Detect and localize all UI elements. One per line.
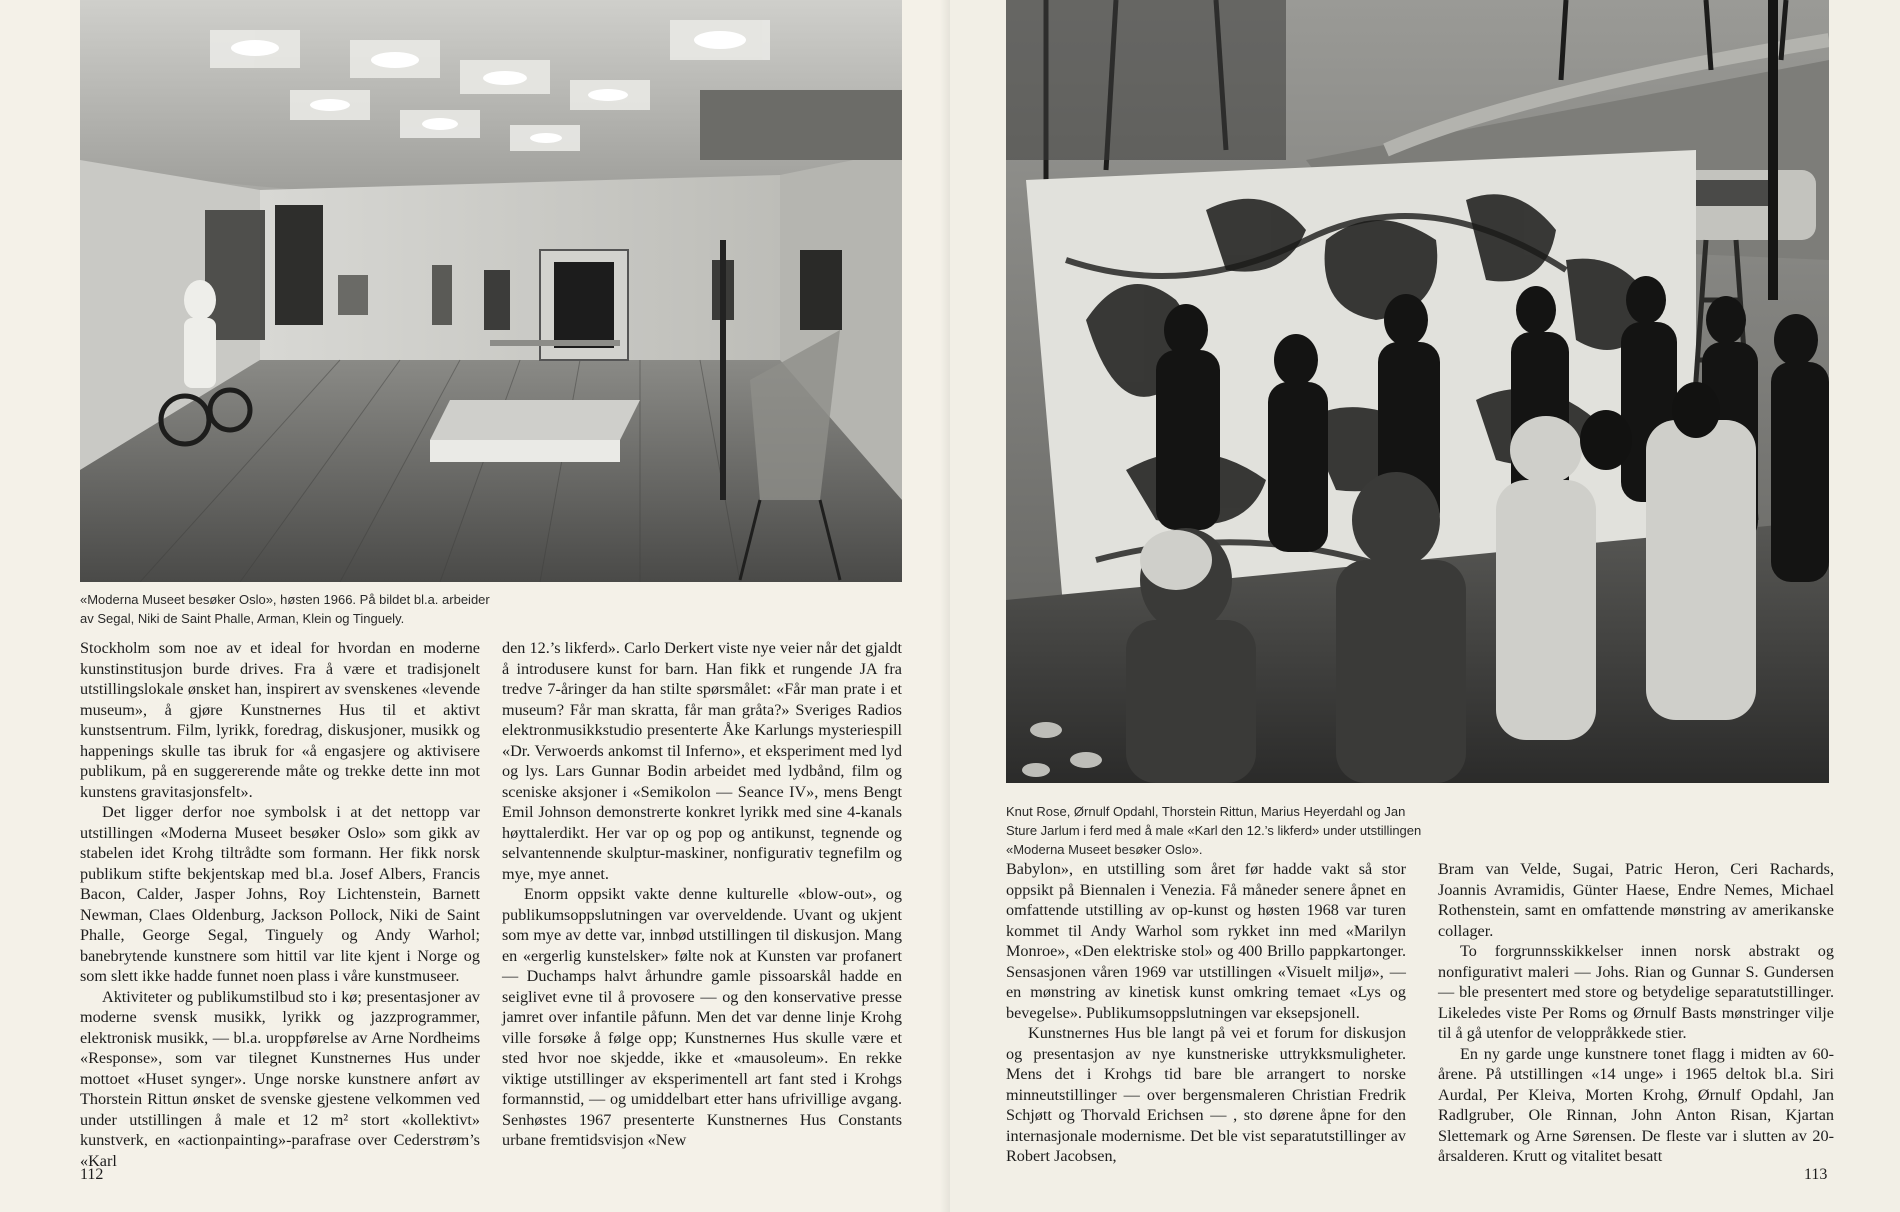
paragraph: den 12.’s likferd». Carlo Derkert viste nye veier når det gjaldt å introdusere kunst for barn. Han fikk et rungende JA fra tredve 7-åringer da han stilte spørsmålet: «Får man prate i et museum? Får man skratta, får man gråta?» Sveriges Radios elektronmusikkstudio presenterte Åke Karlungs mysteriespill «Dr. Verwoerds ankomst til Inferno», et eksperiment med lyd og lys. Lars Gunnar Bodin arbeidet med lydbånd, film og sceniske aksjoner i «Semikolon — Seance IV», mens Bengt Emil Johnson demonstrerte konkret lyrikk med sine 4-kanals høyttalerdikt. Her var op og pop og antikunst, tegnende og selvantennende skulptur-maskiner, nonfigurativ tegnefilm og mye, mye annet. [502, 639, 902, 883]
paragraph: Aktiviteter og publikumstilbud sto i kø; presentasjoner av moderne svensk musikk, lyrikk og jazzprogrammer, elektronisk musikk, — bl.a. uroppførelse av Arne Nordheims «Response», som var tilegnet Kunstnernes Hus under mottoet «Huset synger». Unge norske kunstnere anført av Thorstein Rittun ønsket de svenske gjestene velkommen ved under utstillingen å male et 12 m² stort «kollektivt» kunstverk, en «actionpainting»-parafrase over Cederstrøm’s «Karl [80, 987, 480, 1170]
paragraph: Enorm oppsikt vakte denne kulturelle «blow-out», og publikumsoppslutningen var overveldende. Uvant og ukjent som mye av dette var, innbød utstillingen til diskusjon. Mang en «ergerlig kunstelsker» følte nok at Kunsten var profanert — Duchamps halvt århundre gamle pissoarskål hadde en seiglivet evne til å provosere — og den konservative presse jamret over infantile påfunn. Men det var denne linje Krohg ville forsøke å følge opp; Kunstnernes Hus skulle være et sted hvor noe skjedde, ikke et «mausoleum». En rekke viktige utstillinger av eksperimentell art fant sted i Krohgs formannstid, — og umiddelbart etter hans ufrivillige avgang. Senhøstes 1967 presenterte Kunstnernes Hus Constants urbane fremtidsvisjon «New [502, 885, 902, 1149]
gallery-interior-photo [80, 0, 902, 582]
left-page-column-1 [80, 638, 480, 1171]
paragraph: To forgrunnsskikkelser innen norsk abstrakt og nonfigurativt maleri — Johs. Rian og Gunnar S. Gundersen — ble presentert med store og betydelige separatutstillinger. Likeledes viste Per Roms og Ørnulf Basts mønstringer vilje til å gå utenfor de veloppråkkede stier. [1438, 942, 1834, 1042]
page-number: 113 [1804, 1166, 1828, 1183]
outdoor-collective-painting-photo [1006, 0, 1829, 783]
paragraph: En ny garde unge kunstnere tonet flagg i midten av 60-årene. På utstillingen «14 unge» i 1965 deltok bl.a. Siri Aurdal, Per Kleiva, Morten Krohg, Ørnulf Opdahl, Jan Radlgruber, Ole Rinnan, John Anton Risan, Kjartan Slettemark og Arne Sørensen. De fleste var i slutten av 20-årsalderen. Krutt og vitalitet besatt [1438, 1044, 1834, 1165]
paragraph: Det ligger derfor noe symbolsk i at det nettopp var utstillingen «Moderna Museet besøker Oslo» som gikk av stabelen idet Krohg tiltrådte som formann. Her fikk norsk publikum stifte bekjentskap med bl.a. Josef Albers, Francis Bacon, Calder, Jasper Johns, Roy Lichtenstein, Barnett Newman, Claes Oldenburg, Jackson Pollock, Niki de Saint Phalle, George Segal, Tinguely og Andy Warhol; banebrytende kunstnere som hittil var lite kjent i Norge og som slett ikke hadde funnet noen plass i våre kunstmuseer. [80, 803, 480, 985]
paragraph: Bram van Velde, Sugai, Patric Heron, Ceri Rachards, Joannis Avramidis, Günter Haese, Endre Nemes, Michael Rothenstein, samt en omfattende mønstring av amerikanske collager. [1438, 860, 1834, 940]
right-page [950, 0, 1900, 1212]
right-page-column-2 [1438, 859, 1834, 1167]
paragraph: Stockholm som noe av et ideal for hvordan en moderne kunstinstitusjon burde drives. Fra å være et tradisjonelt utstillingslokale ønsket han, inspirert av svenskenes «levende museum», å gjøre Kunstnernes Hus til et aktivt kunstsentrum. Film, lyrikk, foredrag, diskusjoner, musikk og happenings skulle tas ibruk for «å engasjere og aktivisere publikum, på en suggererende måte og trekke dette inn mot kunstens gravitasjonsfelt». [80, 639, 480, 801]
left-page-column-2 [502, 638, 902, 1151]
paragraph: Kunstnernes Hus ble langt på vei et forum for diskusjon og presentasjon av nye kunstneriske uttrykksmuligheter. Mens det i Krohgs tid bare ble arrangert to norske minneutstillinger — over bergensmaleren Christian Fredrik Schjøtt og Thorvald Erichsen — , sto dørene åpne for den internasjonale modernisme. Det ble vist separatutstillinger av Robert Jacobsen, [1006, 1024, 1406, 1165]
page-number: 112 [80, 1166, 104, 1183]
paragraph: Babylon», en utstilling som året før hadde vakt så stor oppsikt på Biennalen i Venezia. Få måneder senere åpnet en omfattende utstilling av op-kunst og høsten 1968 var turen kommet til Andy Warhol som rykket inn med «Marilyn Monroe», «Den elektriske stol» og 400 Brillo pappkartonger. Sensasjonen våren 1969 var utstillingen «Visuelt miljø», — en mønstring av kinetisk kunst omkring temaet «Lys og bevegelse». Publikumsoppslutningen var eksepsjonell. [1006, 860, 1406, 1022]
painting-photo-caption: Knut Rose, Ørnulf Opdahl, Thorstein Rittun, Marius Heyerdahl og Jan Sture Jarlum i ferd med å male «Karl den 12.’s likferd» under utstillingen «Moderna Museet besøker Oslo». [1006, 804, 1422, 857]
gallery-photo-caption: «Moderna Museet besøker Oslo», høsten 1966. På bildet bl.a. arbeider av Segal, Niki de Saint Phalle, Arman, Klein og Tinguely. [80, 592, 490, 626]
right-page-column-1 [1006, 859, 1406, 1167]
